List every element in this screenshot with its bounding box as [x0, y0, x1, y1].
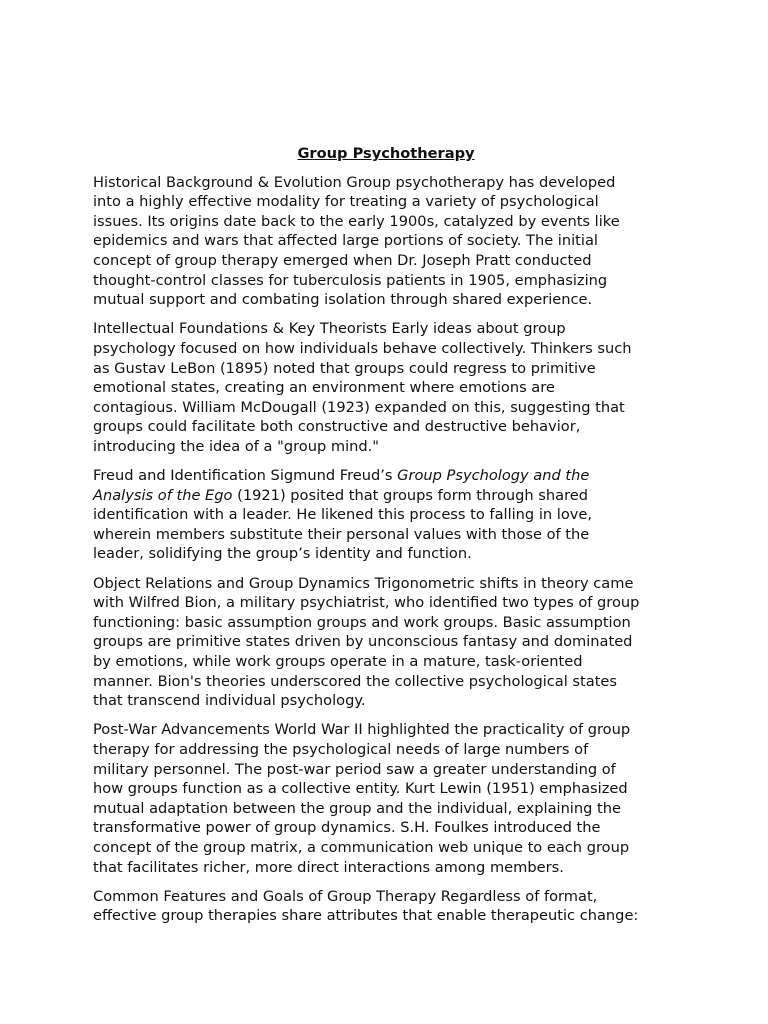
book-title-italic: Group Psychology and the: [397, 467, 590, 485]
document-body: [93, 144, 679, 936]
text-line: by emotions, while work groups operate in a mature, task-oriented: [93, 653, 583, 671]
text-segment: Freud and Identification Sigmund Freud’s: [93, 467, 398, 485]
text-line: wherein members substitute their personal values with those of the: [93, 525, 590, 543]
text-line: introducing the idea of a "group mind.": [93, 437, 380, 455]
text-line: Historical Background & Evolution Group psychotherapy has developed: [93, 173, 616, 191]
text-segment: (1921) posited that groups form through shared: [232, 486, 589, 504]
text-line: [93, 466, 679, 486]
text-line: concept of group therapy emerged when Dr. Joseph Pratt conducted: [93, 251, 592, 269]
text-line: psychology focused on how individuals behave collectively. Thinkers such: [93, 339, 632, 357]
text-line: Object Relations and Group Dynamics Trigonometric shifts in theory came: [93, 574, 634, 592]
text-line: identification with a leader. He likened this process to falling in love,: [93, 506, 593, 524]
text-line: thought-control classes for tuberculosis patients in 1905, emphasizing: [93, 271, 608, 289]
paragraph-historical-background: [93, 173, 679, 310]
paragraph-post-war-advancements: [93, 720, 679, 877]
text-line: transformative power of group dynamics. S.H. Foulkes introduced the: [93, 819, 601, 837]
text-line: [93, 486, 679, 506]
text-line: functioning: basic assumption groups and work groups. Basic assumption: [93, 613, 631, 631]
text-line: effective group therapies share attributes that enable therapeutic change:: [93, 907, 639, 925]
paragraph-common-features: [93, 887, 679, 926]
text-line: how groups function as a collective entity. Kurt Lewin (1951) emphasized: [93, 780, 628, 798]
paragraph-freud-identification: [93, 466, 679, 564]
text-line: into a highly effective modality for treating a variety of psychological: [93, 193, 599, 211]
document-title: Group Psychotherapy: [297, 145, 475, 162]
text-line: therapy for addressing the psychological needs of large numbers of: [93, 741, 589, 758]
text-line: with Wilfred Bion, a military psychiatrist, who identified two types of group: [93, 594, 640, 612]
text-line: issues. Its origins date back to the early 1900s, catalyzed by events like: [93, 212, 620, 230]
text-line: Intellectual Foundations & Key Theorists Early ideas about group: [93, 320, 566, 338]
paragraph-object-relations: [93, 574, 679, 711]
text-line: Post-War Advancements World War II highlighted the practicality of group: [93, 721, 631, 739]
text-line: epidemics and wars that affected large portions of society. The initial: [93, 232, 598, 250]
text-line: that transcend individual psychology.: [93, 692, 366, 710]
text-line: concept of the group matrix, a communication web unique to each group: [93, 838, 630, 856]
text-line: contagious. William McDougall (1923) expanded on this, suggesting that: [93, 398, 625, 416]
text-line: as Gustav LeBon (1895) noted that groups could regress to primitive: [93, 359, 596, 377]
text-line: groups are primitive states driven by unconscious fantasy and dominated: [93, 633, 633, 651]
text-line: emotional states, creating an environment where emotions are: [93, 379, 555, 397]
text-line: mutual adaptation between the group and the individual, explaining the: [93, 799, 621, 817]
text-line: Common Features and Goals of Group Therapy Regardless of format,: [93, 887, 598, 905]
text-line: military personnel. The post-war period saw a greater understanding of: [93, 760, 616, 778]
text-line: groups could facilitate both constructive and destructive behavior,: [93, 418, 581, 436]
text-line: manner. Bion's theories underscored the collective psychological states: [93, 672, 618, 690]
book-title-italic: Analysis of the Ego: [93, 486, 233, 504]
paragraph-intellectual-foundations: [93, 319, 679, 456]
text-line: mutual support and combating isolation through shared experience.: [93, 291, 593, 309]
text-line: leader, solidifying the group’s identity and function.: [93, 545, 472, 563]
text-line: that facilitates richer, more direct interactions among members.: [93, 858, 564, 876]
